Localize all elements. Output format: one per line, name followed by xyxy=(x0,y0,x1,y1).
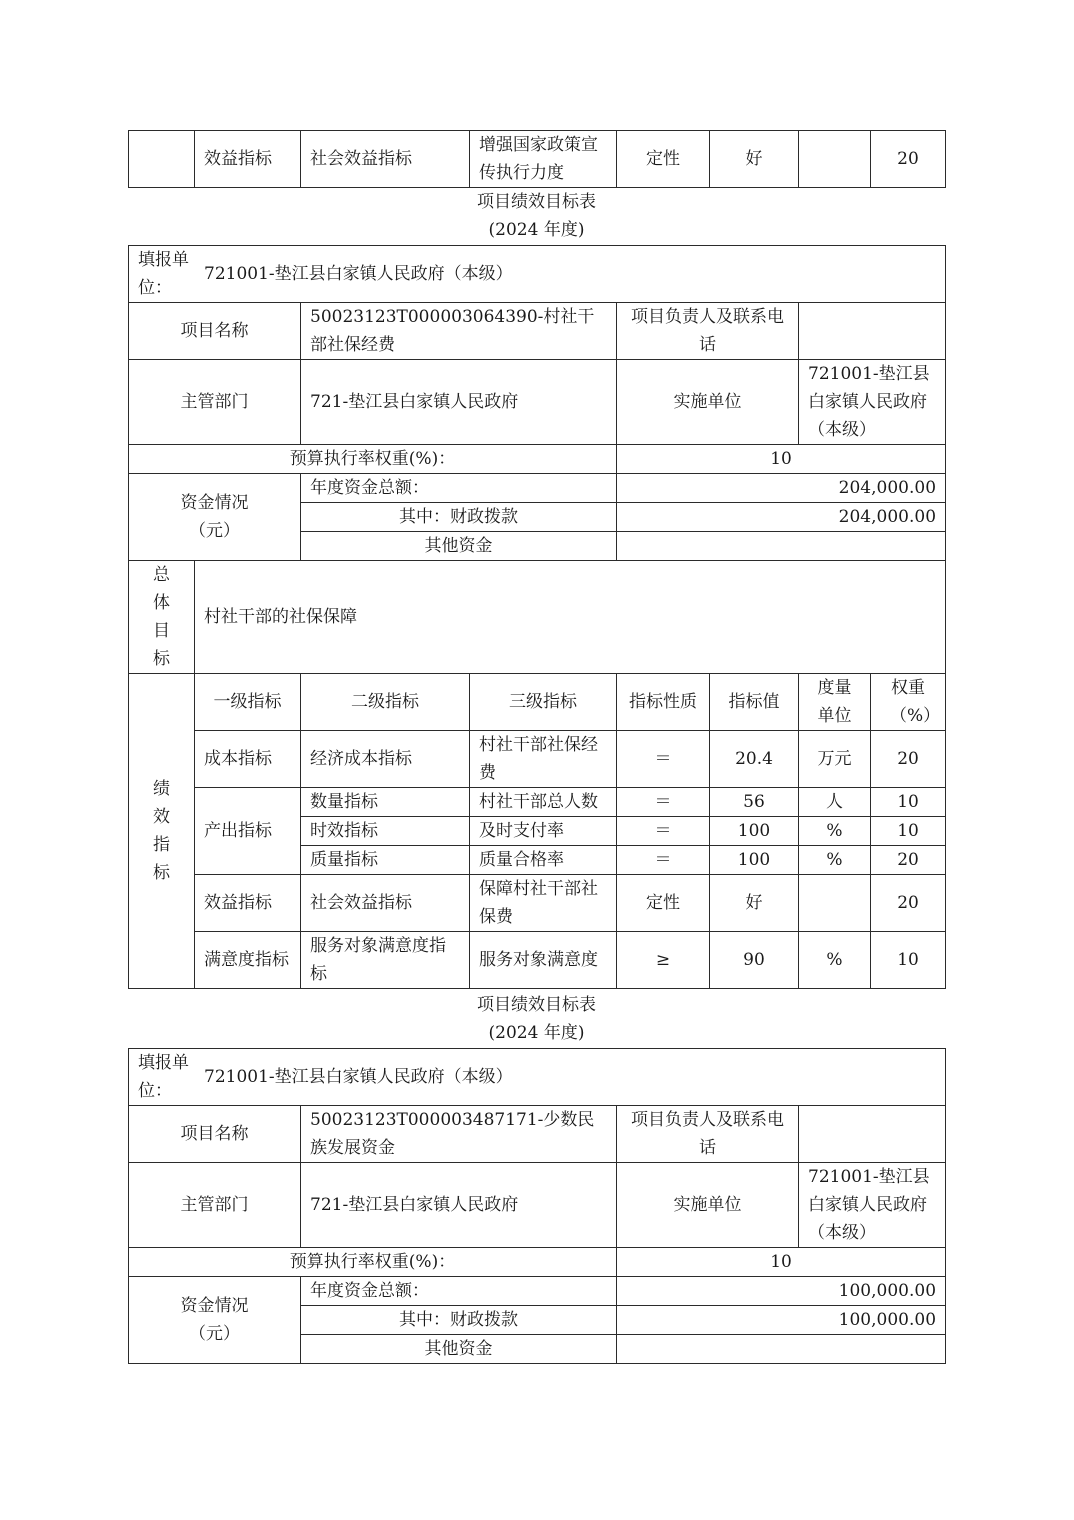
budget-rate-label: 预算执行率权重(%)： xyxy=(129,1248,617,1277)
fill-unit-label: 填报单位： xyxy=(138,250,189,298)
table2-year: (2024 年度) xyxy=(488,1023,585,1043)
header-weight-text: 权重（%） xyxy=(890,678,941,726)
fill-unit-value: 721001-垫江县白家镇人民政府（本级） xyxy=(204,264,513,284)
fill-unit-row xyxy=(129,246,946,303)
other-funds-value xyxy=(617,1335,946,1364)
row-l1: 效益指标 xyxy=(195,875,301,932)
impl-label: 实施单位 xyxy=(617,360,799,445)
row-l1: 产出指标 xyxy=(195,788,301,875)
annual-total-value: 100,000.00 xyxy=(617,1277,946,1306)
table1-year: (2024 年度) xyxy=(488,220,585,240)
header-unit-text: 度量单位 xyxy=(817,678,852,726)
value-cell: 好 xyxy=(710,131,799,188)
row-nature: ＝ xyxy=(617,731,710,788)
table-row xyxy=(129,731,946,788)
row-unit: 万元 xyxy=(799,731,871,788)
fiscal-value: 100,000.00 xyxy=(617,1306,946,1335)
row-l2: 经济成本指标 xyxy=(301,731,470,788)
row-l3: 村社干部总人数 xyxy=(470,788,617,817)
row-weight: 10 xyxy=(871,788,946,817)
impl-value: 721001-垫江县白家镇人民政府（本级） xyxy=(799,1163,946,1248)
fill-unit-label: 填报单位： xyxy=(138,1053,189,1101)
dept-label: 主管部门 xyxy=(129,360,301,445)
fiscal-label: 其中：财政拨款 xyxy=(301,1306,617,1335)
header-weight xyxy=(871,674,946,731)
row-l2: 质量指标 xyxy=(301,846,470,875)
other-funds-label: 其他资金 xyxy=(301,532,617,561)
row-value: 好 xyxy=(710,875,799,932)
table-row xyxy=(129,932,946,989)
level3-cell: 增强国家政策宣传执行力度 xyxy=(470,131,617,188)
goal-label xyxy=(129,561,195,674)
header-unit xyxy=(799,674,871,731)
nature-cell: 定性 xyxy=(617,131,710,188)
row-nature: ＝ xyxy=(617,817,710,846)
row-nature: ≥ xyxy=(617,932,710,989)
unit-cell xyxy=(799,131,871,188)
row-l2: 社会效益指标 xyxy=(301,875,470,932)
row-l2: 时效指标 xyxy=(301,817,470,846)
empty-cell xyxy=(129,131,195,188)
level1-cell: 效益指标 xyxy=(195,131,301,188)
row-l1: 成本指标 xyxy=(195,731,301,788)
fill-unit-row xyxy=(129,1049,946,1106)
budget-rate-label: 预算执行率权重(%)： xyxy=(129,445,617,474)
row-weight: 20 xyxy=(871,846,946,875)
row-nature: ＝ xyxy=(617,788,710,817)
goal-label-text: 总体目标 xyxy=(153,565,170,669)
row-unit: % xyxy=(799,932,871,989)
row-value: 56 xyxy=(710,788,799,817)
perf-label-text: 绩效指标 xyxy=(153,779,170,883)
row-value: 90 xyxy=(710,932,799,989)
row-l3: 及时支付率 xyxy=(470,817,617,846)
row-l1: 满意度指标 xyxy=(195,932,301,989)
impl-label: 实施单位 xyxy=(617,1163,799,1248)
row-value: 20.4 xyxy=(710,731,799,788)
project-name-value: 50023123T000003064390-村社干部社保经费 xyxy=(301,303,617,360)
row-weight: 20 xyxy=(871,731,946,788)
goal-value: 村社干部的社保保障 xyxy=(195,561,946,674)
funds-label xyxy=(129,474,301,561)
row-l2: 数量指标 xyxy=(301,788,470,817)
row-unit: % xyxy=(799,817,871,846)
project-name-label: 项目名称 xyxy=(129,1106,301,1163)
top-fragment-table xyxy=(128,130,946,188)
weight-cell: 20 xyxy=(871,131,946,188)
row-l3: 质量合格率 xyxy=(470,846,617,875)
project-name-value: 50023123T000003487171-少数民族发展资金 xyxy=(301,1106,617,1163)
fiscal-value: 204,000.00 xyxy=(617,503,946,532)
row-l3: 保障村社干部社保费 xyxy=(470,875,617,932)
other-funds-value xyxy=(617,532,946,561)
perf-label xyxy=(129,674,195,989)
contact-label: 项目负责人及联系电话 xyxy=(617,303,799,360)
level2-cell: 社会效益指标 xyxy=(301,131,470,188)
row-value: 100 xyxy=(710,846,799,875)
impl-value: 721001-垫江县白家镇人民政府（本级） xyxy=(799,360,946,445)
row-weight: 20 xyxy=(871,875,946,932)
table-row xyxy=(129,788,946,817)
table1 xyxy=(128,245,946,989)
annual-total-label: 年度资金总额： xyxy=(301,1277,617,1306)
contact-value xyxy=(799,303,946,360)
fill-unit-value: 721001-垫江县白家镇人民政府（本级） xyxy=(204,1067,513,1087)
funds-label xyxy=(129,1277,301,1364)
dept-value: 721-垫江县白家镇人民政府 xyxy=(301,1163,617,1248)
table2 xyxy=(128,1048,946,1364)
header-nature: 指标性质 xyxy=(617,674,710,731)
funds-label-text: 资金情况（元） xyxy=(180,1296,249,1344)
header-value: 指标值 xyxy=(710,674,799,731)
table1-title: 项目绩效目标表 xyxy=(477,192,596,212)
dept-value: 721-垫江县白家镇人民政府 xyxy=(301,360,617,445)
row-unit xyxy=(799,875,871,932)
dept-label: 主管部门 xyxy=(129,1163,301,1248)
row-weight: 10 xyxy=(871,817,946,846)
row-unit: % xyxy=(799,846,871,875)
project-name-label: 项目名称 xyxy=(129,303,301,360)
budget-rate-value: 10 xyxy=(617,445,946,474)
row-nature: 定性 xyxy=(617,875,710,932)
annual-total-value: 204,000.00 xyxy=(617,474,946,503)
header-l3: 三级指标 xyxy=(470,674,617,731)
budget-rate-value: 10 xyxy=(617,1248,946,1277)
fiscal-label: 其中：财政拨款 xyxy=(301,503,617,532)
table2-title: 项目绩效目标表 xyxy=(477,995,596,1015)
row-value: 100 xyxy=(710,817,799,846)
row-weight: 10 xyxy=(871,932,946,989)
contact-value xyxy=(799,1106,946,1163)
other-funds-label: 其他资金 xyxy=(301,1335,617,1364)
row-l3: 服务对象满意度 xyxy=(470,932,617,989)
contact-label: 项目负责人及联系电话 xyxy=(617,1106,799,1163)
annual-total-label: 年度资金总额： xyxy=(301,474,617,503)
row-l2: 服务对象满意度指标 xyxy=(301,932,470,989)
header-l1: 一级指标 xyxy=(195,674,301,731)
row-nature: ＝ xyxy=(617,846,710,875)
row-unit: 人 xyxy=(799,788,871,817)
header-l2: 二级指标 xyxy=(301,674,470,731)
table-row xyxy=(129,875,946,932)
funds-label-text: 资金情况（元） xyxy=(180,493,249,541)
row-l3: 村社干部社保经费 xyxy=(470,731,617,788)
